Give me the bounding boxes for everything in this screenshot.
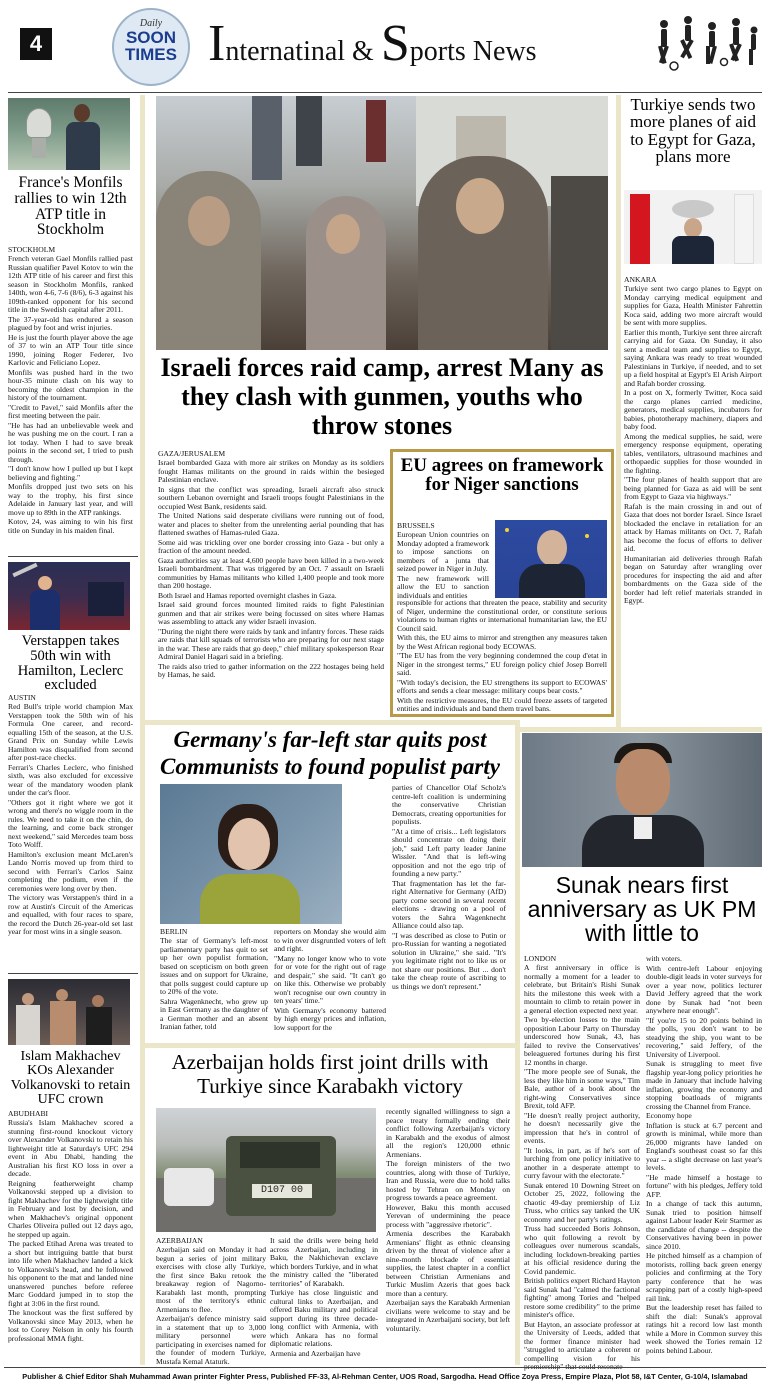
body-paragraph: He pitched himself as a champion of motorists, rolling back green energy policies and confirming at the Tory party conference that he was scrapping part of a costly high-speed rail link. [646, 1251, 762, 1303]
verstappen-podium-photo [8, 562, 130, 630]
israel-headline: Israeli forces raid camp, arrest Many as they clash with gunmen, youths who throw stones [160, 353, 604, 441]
turkiye-body [624, 285, 762, 721]
title-cap-i: I [208, 15, 226, 72]
body-paragraph: He is just the fourth player above the age of 37 to win an ATP Tour title since 1990, joining Roger Federer, Ivo Karlovic and Feliciano Lopez. [8, 332, 133, 367]
body-paragraph: Humanitarian aid deliveries through Rafah began on Saturday after wrangling over procedures for inspecting the aid and after bombardments on the Gaza side of the border had left relief materials stranded in Egypt. [624, 553, 762, 605]
body-paragraph: Azerbaijan said on Monday it had begun a series of joint military exercises with close ally Turkiye, the first since Baku retook the breakaway region of Nagorno-Karabakh last month, prompting most of the territory's ethnic Armenians to flee. [156, 1245, 266, 1314]
column-rule-right [616, 95, 621, 727]
azerbaijan-body-col-3 [386, 1108, 510, 1364]
title-cap-s: S [380, 15, 410, 72]
body-paragraph: The foreign ministers of the two countries, along with those of Turkiye, Iran and Russia, were due to hold talks hosted by Tehran on Monday on progress towards a peace agreement. [386, 1159, 510, 1202]
body-paragraph: The United Nations said desperate civilians were running out of food, water and places to shelter from the unrelenting aerial pounding that has flattened swathes of Hamas-ruled Gaza. [158, 511, 384, 537]
monfils-trophy-photo [8, 98, 130, 170]
body-paragraph: Two by-election losses to the main opposition Labour Party on Thursday underscored how Sunak, 43, has failed to revive the Conservatives' beleaguered fortunes during his first 12 months in charge. [524, 1015, 640, 1067]
body-paragraph: But Hayton, an associate professor at the University of Leeds, added that the former finance minister had "struggled to articulate a coherent or compelling vision for his [524, 1319, 640, 1363]
body-paragraph: Israel said ground forces mounted limited raids to fight Palestinian gunmen and that air strikes were being focussed on sites where Hamas was assembling to attack any wider Israeli invasion. [158, 600, 384, 626]
body-paragraph: reporters on Monday she would aim to win over disgruntled voters of left and right. [274, 927, 386, 953]
body-paragraph: Economy hope [646, 1111, 692, 1120]
page-number: 4 [29, 31, 43, 56]
monfils-headline: France's Monfils rallies to win 12th ATP title in Stockholm [14, 174, 127, 239]
body-paragraph: The victory was Verstappen's third in a row at Austin's Circuit of the Americas and equalled, with four races to spare, the record the Dutch 26-year-old set last year for most wins in a single season. [8, 893, 133, 936]
body-paragraph: In a change of tack this autumn, Sunak tried to position himself against Labour leader Keir Starmer as the candidate of change -- despite the Conservatives having been in power since 2010. [646, 1199, 762, 1251]
body-paragraph: Among the medical supplies, he said, were emergency response equipment, operating tables, ventilators, ultrasound machines and orthopaedic supplies for those wounded in the fighting. [624, 431, 762, 475]
column-rule-left [140, 95, 145, 1365]
azerbaijan-dateline: AZERBAIJAN [156, 1236, 203, 1245]
body-paragraph: With this, the EU aims to mirror and strengthen any measures taken by the West African regional body ECOWAS. [397, 633, 607, 651]
body-paragraph: recently signalled willingness to sign a peace treaty formally ending their conflict following Azerbaijan's victory in Karabakh and the exodus of almost all the region's 120,000 ethnic Armenians. [386, 1107, 510, 1159]
body-paragraph: The packed Etihad Arena was treated to a short but intriguing battle that burst into life when Makhachev landed a kick to Volkanovski's head, and he followed his opponent to the mat and landed nine unanswered punches before referee Marc Goddard jumped in to stop the fight at 3:06 in the first round. [8, 1239, 133, 1308]
body-paragraph: "I don't know how I pulled up but I kept believing and fighting." [8, 464, 133, 482]
body-paragraph: "He made himself a hostage to fortune" with his pledges, Jeffery told AFP. [646, 1172, 762, 1199]
section-title [208, 14, 628, 84]
body-paragraph: responsible for actions that threaten the peace, stability and security of Niger, undermine the constitutional order, or constitute serious violations to human rights or international humanitarian law, the EU Council said. [397, 598, 607, 633]
germany-headline-line-2: Communists to found populist party [160, 754, 500, 779]
body-paragraph: Ferrari's Charles Leclerc, who finished sixth, was also excluded for excessive wear of the mandatory wooden plank under the car's floor. [8, 762, 133, 797]
body-paragraph: Monfils dropped just two sets on his way to the trophy, his first since Adelaide in January last year, and will move up to 89th in the ATP rankings. [8, 482, 133, 517]
wagenknecht-photo [160, 784, 342, 924]
body-paragraph: Inflation is stuck at 6.7 percent and growth is minimal, while more than 26,000 migrants have landed on England's southeast coast so far this year -- a slight decrease on last year's levels. [646, 1120, 762, 1172]
eu-headline: EU agrees on framework for Niger sanctions [400, 455, 604, 496]
body-paragraph: with voters. [646, 954, 682, 963]
logo-daily: Daily [139, 18, 163, 29]
body-paragraph: That fragmentation has let the far-right Alternative for Germany (AfD) party come second in several recent elections - drawing on a pool of voters the Sahra Wagenknecht Alliance could also tap. [392, 878, 506, 930]
body-paragraph: However, Baku this month accused Yerevan of undermining the peace process with "aggressive rhetoric". [386, 1202, 510, 1229]
body-paragraph: But the leadership reset has failed to shift the dial: Sunak's approval ratings hit a record low last month while a More in Common survey this week showed the Tories remain 12 points behind Labour. [646, 1303, 762, 1355]
rule-left-1 [8, 556, 138, 557]
body-paragraph: Kotov, 24, was aiming to win his first title on Sunday in his maiden final. [8, 517, 133, 535]
body-paragraph: Gaza authorities say at least 4,600 people have been killed in a two-week Israeli bombardment. That was triggered by an Oct. 7 assault on Israeli communities by Hamas militants who killed 1,400 people and took more than 200 hostage. [158, 555, 384, 590]
column-rule-mid [515, 720, 520, 1365]
body-paragraph: Israel bombarded Gaza with more air strikes on Monday as its soldiers fought Hamas militants on the ground in raids within the besieged Palestinian enclave. [158, 458, 384, 484]
page-number-box [20, 28, 52, 60]
body-paragraph: Monfils was pushed hard in the two hour-35 minute clash on his way to becoming the oldest champion in the history of the tournament. [8, 367, 133, 402]
body-paragraph: "I was described as close to Putin or pro-Russian for wanting a negotiated solution in Ukraine," she said. "It's you legitimate right not to like us or not share our positions. But ... don't take the cheap route of ascribing to us things we don't represent." [392, 930, 506, 991]
sunak-photo [522, 733, 762, 867]
body-paragraph: Red Bull's triple world champion Max Verstappen took the 50th win of his Formula One career, and record-equalling 15th of the season, at the U.S. Grand Prix on Sunday while Lewis Hamilton was disqualified from second after post-race checks. [8, 702, 133, 762]
body-paragraph: "The more people see of Sunak, the less they like him in some ways," Tim Bale, author of a book about the right-wing Conservatives since Brexit, told AFP. [524, 1067, 640, 1110]
newspaper-logo [112, 8, 190, 86]
title-part-1: nternatinal & [225, 36, 381, 67]
body-paragraph: Some aid was trickling over one border crossing into Gaza - but only a fraction of the amount needed. [158, 537, 384, 555]
monfils-dateline: STOCKHOLM [8, 245, 56, 254]
imprint-footer: Publisher & Chief Editor Shah Muhammad Awan printer Fighter Press, Published FF-33, Al-Rehman Center, UOS Road, Sargodha. Head Office Zoya Press, Empire Plaza, Plot 58, I&T Center, G-10/4, Islamabad [22, 1372, 748, 1381]
body-paragraph: In signs that the conflict was spreading, Israeli aircraft also struck southern Lebanon overnight and Israeli troops fought Palestinians in the occupied West Bank, residents said. [158, 484, 384, 511]
body-paragraph: In a post on X, formerly Twitter, Koca said the cargo planes carried medicine, generators, medical supplies, incubators for babies, phototherapy machinery, diapers and baby food. [624, 388, 762, 431]
body-paragraph: Sahra Wagenknecht, who grew up in East Germany as the daughter of a German mother and an absent Iranian father, told [160, 996, 268, 1031]
body-paragraph: Reigning featherweight champ Volkanovski stepped up a division to fight Makhachev for the lightweight title in February and lost by decision, and when Makhachev's original opponent Charles Oliveira pulled out 12 days ago, he stepped up again. [8, 1178, 133, 1239]
monfils-body [8, 255, 133, 553]
body-paragraph: "He doesn't really project authority, he doesn't necessarily give the impression that he's in control of events. [524, 1110, 640, 1145]
body-paragraph: "It looks, in part, as if he's sort of lurching from one policy initiative to another in a desperate attempt to curry favour with the electorate." [524, 1145, 640, 1180]
sunak-dateline: LONDON [524, 954, 557, 963]
germany-body-col-3 [392, 784, 506, 1041]
body-paragraph: Truss had succeeded Boris Johnson, who quit following a revolt by colleagues over numerous scandals, including lockdown-breaking parties at his official residence during the Covid pandemic. [524, 1224, 640, 1276]
azerbaijan-body-col-2 [270, 1237, 378, 1364]
body-paragraph: Armenia describes the Karabakh Armenians' flight as ethnic cleansing driven by the threat of violence after a nine-month blockade of essential supplies, the latest chapter in a conflict between Christian Armenians and Turkic Muslim Azeris that goes back more than a century. [386, 1229, 510, 1298]
makhachev-dateline: ABUDHABI [8, 1109, 49, 1118]
sports-silhouettes-graphic [650, 12, 762, 76]
body-paragraph: It said the drills were being held across Azerbaijan, including in Baku, the Nakhichevan exclave which borders Turkiye, and in what the ministry called the "liberated territories" of Karabakh. [270, 1236, 378, 1288]
body-paragraph: "Others got it right where we got it wrong and there's no wiggle room in the rules. We need to take it on the chin, do the learning, and come back stronger next weekend," said Mercedes team boss Toto Wolff. [8, 797, 133, 849]
sunak-body-col-2 [646, 955, 762, 1364]
body-paragraph: The knockout was the first suffered by Volkanovski since May 2013, when he lost to Corey Nelson in only his fourth professional MMA fight. [8, 1308, 133, 1343]
masthead [0, 0, 770, 92]
body-paragraph: Azerbaijan says the Karabakh Armenian civilians were welcome to stay and be integrated in Azerbaijani society, but left voluntarily. [386, 1298, 510, 1333]
israel-dateline: GAZA/JERUSALEM [158, 449, 226, 458]
verstappen-body [8, 703, 133, 971]
body-paragraph: Sunak is struggling to meet five flagship year-long policy priorities he made in January that include halving inflation, growing the economy and stopping boatloads of migrants crossing the Channel from France. [646, 1059, 762, 1111]
body-paragraph: Azerbaijan's defence ministry said in a statement that up to 3,000 military personnel were participating in exercises named for the founder of modern Turkiye, Mustafa Kemal Ataturk. [156, 1314, 266, 1366]
body-paragraph: French veteran Gael Monfils rallied past Russian qualifier Pavel Kotov to win the 12th ATP title of his career and first this season in Stockholm Monfils, ranked 140th, won 4-6, 7-6 (8/6), 6-3 against his 109th-ranked opponent for his second title in the Swedish capital after 2011. [8, 254, 133, 314]
body-paragraph: "At a time of crisis... Left legislators should concentrate on doing their job," said Left party leader Janine Wissler. "And that is left-wing opposition and not the ego trip of founding a new party." [392, 826, 506, 878]
eu-sanctions-box [390, 449, 614, 717]
body-paragraph: "He has had an unbelievable week and he was pushing me on the court. I ran a lot today. When I had to save break points in the second set, I tried to push through. [8, 420, 133, 464]
eu-body-wide [397, 599, 607, 713]
azerbaijan-headline-line-2: Turkiye since Karabakh victory [197, 1074, 463, 1098]
sunak-body-col-1 [524, 964, 640, 1364]
makhachev-headline: Islam Makhachev KOs Alexander Volkanovski to retain UFC crown [10, 1049, 131, 1107]
title-part-2: ports News [409, 36, 537, 67]
body-paragraph: With the restrictive measures, the EU could freeze assets of targeted entities and individuals and band them travel bans. [397, 695, 607, 713]
logo-soon: SOON [125, 28, 177, 47]
verstappen-headline: Verstappen takes 50th win with Hamilton, Leclerc excluded [17, 633, 124, 694]
body-paragraph: With centre-left Labour enjoying double-digit leads in voter surveys for over a year now, politics lecturer David Jeffery agreed that the work done by Sunak had "not been anywhere near enough". [646, 963, 762, 1015]
body-paragraph: "Credit to Pavel," said Monfils after the first meeting between the pair. [8, 402, 133, 420]
rule-above-azerbaijan [145, 1043, 515, 1048]
body-paragraph: European Union countries on Monday adopted a framework to impose sanctions on members of a junta that seized power in Niger in July. [397, 530, 489, 573]
body-paragraph: The star of Germany's left-most parliamentary party has quit to set up her own populist formation, based on scepticism on both green issues and on support for Ukraine, that polls suggest could capture up to 20% of the vote. [160, 936, 268, 996]
body-paragraph: The new framework will allow the EU to sanction individuals and entities [397, 573, 489, 600]
body-paragraph: "The EU has from the very beginning condemned the coup d'etat in Niger in the strongest terms," EU foreign policy chief Josep Borrell said. [397, 651, 607, 677]
masthead-rule [8, 92, 762, 93]
azerbaijan-body-col-1 [156, 1246, 266, 1364]
israel-body [158, 459, 384, 721]
body-paragraph: Turkiye has close linguistic and cultural links to Azerbaijan, and offered Baku military and political support during its three decade-long conflict with Armenia, with which Ankara has no formal diplomatic relations. [270, 1288, 378, 1348]
body-paragraph: Earlier this month, Turkiye sent three aircraft carrying aid for Gaza. On Sunday, it also sent a medical team and supplies to Egypt, saying Ankara was ready to treat wounded Palestinians in Turkiye, if needed, and to set up a field hospital at Egypt's El Arish Airport and Rafah border crossing. [624, 327, 762, 388]
makhachev-cage-photo [8, 979, 130, 1045]
body-paragraph: Hamilton's exclusion meant McLaren's Lando Norris moved up from third to second with Ferrari's Carlos Sainz completing the podium, even if the ceremonies were long over by then. [8, 849, 133, 893]
body-paragraph: The raids also tried to gather information on the 222 hostages being held by Hamas, he said. [158, 661, 384, 679]
eu-body-narrow [397, 530, 489, 600]
sunak-headline: Sunak nears first anniversary as UK PM with little to [527, 872, 757, 947]
makhachev-body [8, 1119, 133, 1364]
body-paragraph: With Germany's economy battered by high energy prices and inflation, low support for the [274, 1005, 386, 1032]
body-paragraph: Rafah is the main crossing in and out of Gaza that does not border Israel. Since Israel blockaded the enclave in retaliation for an attack by Hamas militants on Oct. 7, Rafah has become the focus of efforts to deliver aid. [624, 501, 762, 553]
germany-dateline: BERLIN [160, 927, 188, 936]
body-paragraph: Both Israel and Hamas reported overnight clashes in Gaza. [158, 590, 337, 600]
turkiye-headline: Turkiye sends two more planes of aid to Egypt for Gaza, plans more [629, 95, 757, 166]
turkiye-dateline: ANKARA [624, 275, 657, 284]
germany-body-col-2 [274, 928, 386, 1041]
koca-flags-photo [624, 190, 762, 264]
body-paragraph: Armenia and Azerbaijan have [270, 1348, 361, 1358]
body-paragraph: parties of Chancellor Olaf Scholz's centre-left coalition is undermining the conservative Christian Democrats, creating opportunities for populists. [392, 783, 506, 826]
body-paragraph: "The four planes of health support that are being planned for Gaza as aid will be sent from Egypt to Gaza via highways." [624, 475, 762, 501]
body-paragraph: "During the night there were raids by tank and infantry forces. These raids are raids that kill squads of terrorists who are preparing for our next stage in the war. These are raids that go deep," chief military spokesperson Rear Admiral Daniel Hagari said in a briefing. [158, 626, 384, 661]
body-paragraph: Russia's Islam Makhachev scored a stunning first-round knockout victory over Alexander Volkanovski to retain his lightweight title at Saturday's UFC 294 event in Abu Dhabi, handing the Australian his first KO loss in over a decade. [8, 1118, 133, 1178]
germany-headline-line-1: Germany's far-left star quits post [173, 727, 487, 752]
body-paragraph: "With today's decision, the EU strengthens its support to ECOWAS' efforts and sends a clear message: military coups bear costs." [397, 677, 607, 695]
body-paragraph: Sunak entered 10 Downing Street on October 25, 2022, following the chaotic 49-day premiership of Liz Truss, who critics say tanked the UK economy and her party's ratings. [524, 1180, 640, 1224]
body-paragraph: A first anniversary in office is normally a moment for a leader to celebrate, but Britain's Rishi Sunak hits the milestone this week with a mountain to climb to retain power in a general election expected next year. [524, 963, 640, 1015]
rule-left-2 [8, 973, 138, 974]
body-paragraph: "Many no longer know who to vote for or vote for the right out of rage and despair," she said. "It can't go on like this. Otherwise we probably won't recognise our own country in ten years' time." [274, 953, 386, 1005]
azerbaijan-headline-line-1: Azerbaijan holds first joint drills with [171, 1050, 489, 1074]
military-drill-photo [156, 1108, 376, 1232]
logo-times: TIMES [125, 45, 177, 64]
rule-above-sunak [520, 727, 762, 732]
gaza-mourning-photo [156, 96, 608, 350]
germany-body-col-1 [160, 937, 268, 1041]
borrell-photo [495, 520, 607, 598]
footer-rule [4, 1367, 766, 1368]
verstappen-dateline: AUSTIN [8, 693, 36, 702]
eu-dateline: BRUSSELS [397, 521, 435, 530]
body-paragraph: The 37-year-old has endured a season plagued by foot and wrist injuries. [8, 314, 133, 332]
body-paragraph: Turkiye sent two cargo planes to Egypt on Monday carrying medical equipment and supplies for Gaza, Health Minister Fahrettin Koca said, adding two more aircraft would be sent with more supplies. [624, 284, 762, 327]
body-paragraph: British politics expert Richard Hayton said Sunak had "calmed the factional fighting" among Tories and "helped restore some credibility" to the prime minister's office. [524, 1276, 640, 1319]
body-paragraph: "If you're 15 to 20 points behind in the polls, you don't want to be steadying the ship, you want to be recovering," said Jeffery, of the University of Liverpool. [646, 1015, 762, 1059]
vehicle-plate: D107 00 [252, 1184, 312, 1198]
